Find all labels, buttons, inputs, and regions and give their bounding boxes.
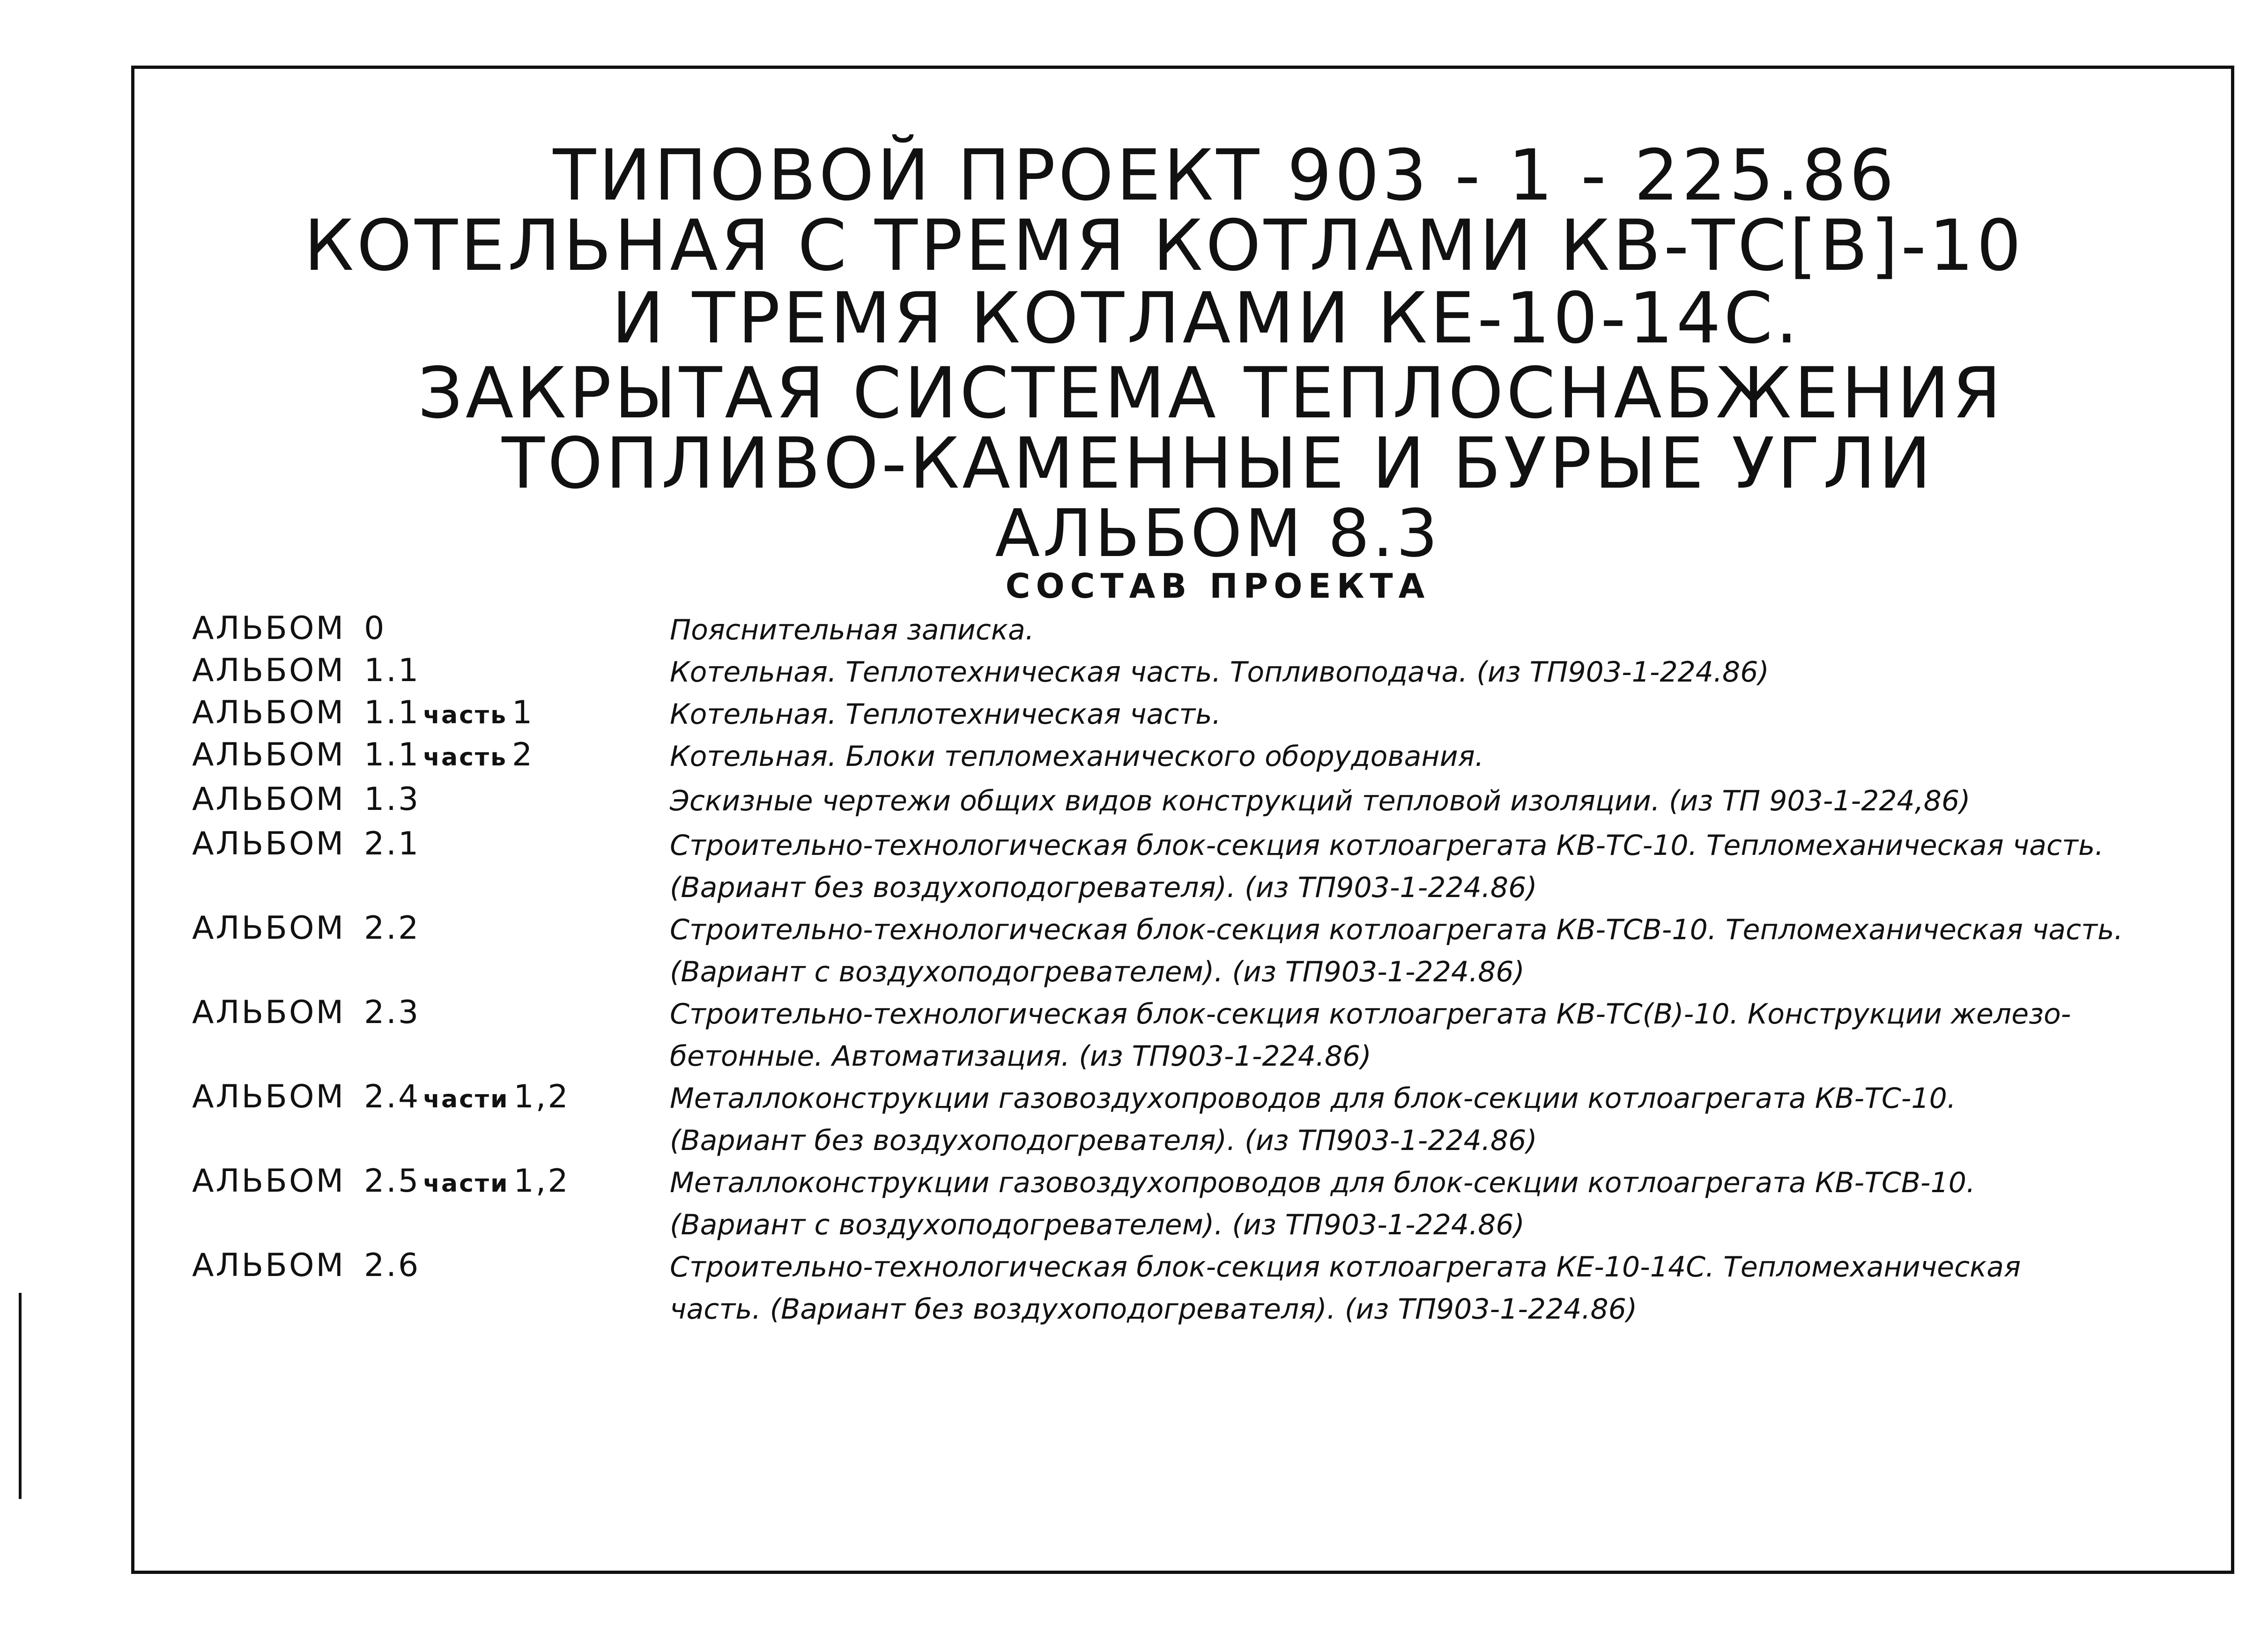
album-word: АЛЬБОМ bbox=[192, 1247, 346, 1284]
album-description-line: Металлоконструкции газовоздухопроводов для блок-секции котлоагрегата КВ-ТСВ-10. bbox=[670, 1166, 1975, 1199]
album-description bbox=[670, 1077, 2216, 1162]
album-label bbox=[192, 694, 534, 731]
album-label bbox=[192, 1078, 570, 1115]
album-part-word: части bbox=[423, 1170, 509, 1198]
album-description bbox=[670, 909, 2216, 993]
album-description bbox=[670, 735, 2216, 778]
composition-heading: СОСТАВ ПРОЕКТА bbox=[1005, 566, 1430, 606]
album-description bbox=[670, 609, 2216, 651]
project-subtitle-fuel: ТОПЛИВО-КАМЕННЫЕ И БУРЫЕ УГЛИ bbox=[502, 423, 1934, 504]
album-number: 1.1 bbox=[364, 736, 421, 773]
album-description-line: Котельная. Блоки тепломеханического оборудования. bbox=[670, 740, 1484, 773]
project-subtitle-system: ЗАКРЫТАЯ СИСТЕМА ТЕПЛОСНАБЖЕНИЯ bbox=[417, 353, 2004, 434]
album-description bbox=[670, 993, 2216, 1077]
album-word: АЛЬБОМ bbox=[192, 610, 346, 647]
album-label bbox=[192, 781, 421, 818]
album-word: АЛЬБОМ bbox=[192, 736, 346, 773]
album-number: 2.4 bbox=[364, 1078, 421, 1115]
album-word: АЛЬБОМ bbox=[192, 1078, 346, 1115]
album-part-word: часть bbox=[423, 743, 507, 771]
album-description-line: (Вариант без воздухоподогревателя). (из ТП903-1-224.86) bbox=[670, 1124, 1537, 1157]
album-label bbox=[192, 1247, 421, 1284]
album-word: АЛЬБОМ bbox=[192, 910, 346, 947]
album-description-line: Строительно-технологическая блок-секция котлоагрегата КВ-ТС(В)-10. Конструкции железо- bbox=[670, 998, 2071, 1031]
album-number: 0 bbox=[364, 610, 386, 647]
project-title: ТИПОВОЙ ПРОЕКТ 903 - 1 - 225.86 bbox=[553, 135, 1897, 216]
album-number: 2.6 bbox=[364, 1247, 421, 1284]
album-description-line: Пояснительная записка. bbox=[670, 614, 1034, 646]
album-description-line: Металлоконструкции газовоздухопроводов для блок-секции котлоагрегата КВ-ТС-10. bbox=[670, 1082, 1956, 1115]
album-description bbox=[670, 1162, 2216, 1246]
project-subtitle-boilers: КОТЕЛЬНАЯ С ТРЕМЯ КОТЛАМИ КВ-ТС[В]-10 bbox=[304, 205, 2024, 287]
album-label bbox=[192, 994, 421, 1031]
album-word: АЛЬБОМ bbox=[192, 781, 346, 818]
album-description-line: Эскизные чертежи общих видов конструкций тепловой изоляции. (из ТП 903-1-224,86) bbox=[670, 785, 1971, 817]
margin-mark bbox=[19, 1293, 22, 1499]
album-description-line: Котельная. Теплотехническая часть. bbox=[670, 698, 1221, 731]
album-part-number: 1,2 bbox=[513, 1078, 570, 1115]
album-label bbox=[192, 736, 534, 773]
album-label bbox=[192, 1163, 570, 1200]
album-number: 2.3 bbox=[364, 994, 421, 1031]
project-subtitle-boilers-2: И ТРЕМЯ КОТЛАМИ КЕ-10-14С. bbox=[611, 278, 1801, 359]
album-description-line: (Вариант без воздухоподогревателя). (из ТП903-1-224.86) bbox=[670, 871, 1537, 904]
album-description-line: Строительно-технологическая блок-секция котлоагрегата КЕ-10-14С. Тепломеханическая bbox=[670, 1251, 2021, 1283]
album-description bbox=[670, 1246, 2216, 1330]
album-number: 2.1 bbox=[364, 825, 421, 862]
album-description-line: Строительно-технологическая блок-секция котлоагрегата КВ-ТСВ-10. Тепломеханическая часть. bbox=[670, 913, 2123, 946]
album-description-line: часть. (Вариант без воздухоподогревателя). (из ТП903-1-224.86) bbox=[670, 1293, 1638, 1326]
album-description bbox=[670, 693, 2216, 735]
album-description bbox=[670, 780, 2216, 822]
album-word: АЛЬБОМ bbox=[192, 694, 346, 731]
album-label bbox=[192, 652, 421, 689]
album-number: 2.5 bbox=[364, 1163, 421, 1200]
album-number: 1.1 bbox=[364, 694, 421, 731]
album-word: АЛЬБОМ bbox=[192, 994, 346, 1031]
album-part-word: часть bbox=[423, 701, 507, 729]
album-description bbox=[670, 824, 2216, 909]
album-word: АЛЬБОМ bbox=[192, 652, 346, 689]
album-label bbox=[192, 825, 421, 862]
album-description-line: (Вариант с воздухоподогревателем). (из ТП903-1-224.86) bbox=[670, 956, 1525, 988]
album-description-line: Котельная. Теплотехническая часть. Топливоподача. (из ТП903-1-224.86) bbox=[670, 656, 1769, 689]
album-label bbox=[192, 910, 421, 947]
album-description-line: Строительно-технологическая блок-секция котлоагрегата КВ-ТС-10. Тепломеханическая часть. bbox=[670, 829, 2104, 862]
album-part-number: 1,2 bbox=[513, 1163, 570, 1200]
album-number: 1.3 bbox=[364, 781, 421, 818]
album-label bbox=[192, 610, 386, 647]
album-part-number: 1 bbox=[511, 694, 534, 731]
album-heading: АЛЬБОМ 8.3 bbox=[995, 496, 1441, 572]
album-part-number: 2 bbox=[511, 736, 534, 773]
album-word: АЛЬБОМ bbox=[192, 825, 346, 862]
album-description-line: бетонные. Автоматизация. (из ТП903-1-224.86) bbox=[670, 1040, 1371, 1073]
album-description bbox=[670, 651, 2216, 693]
album-number: 1.1 bbox=[364, 652, 421, 689]
album-word: АЛЬБОМ bbox=[192, 1163, 346, 1200]
album-description-line: (Вариант с воздухоподогревателем). (из ТП903-1-224.86) bbox=[670, 1209, 1525, 1241]
album-part-word: части bbox=[423, 1085, 509, 1113]
album-number: 2.2 bbox=[364, 910, 421, 947]
